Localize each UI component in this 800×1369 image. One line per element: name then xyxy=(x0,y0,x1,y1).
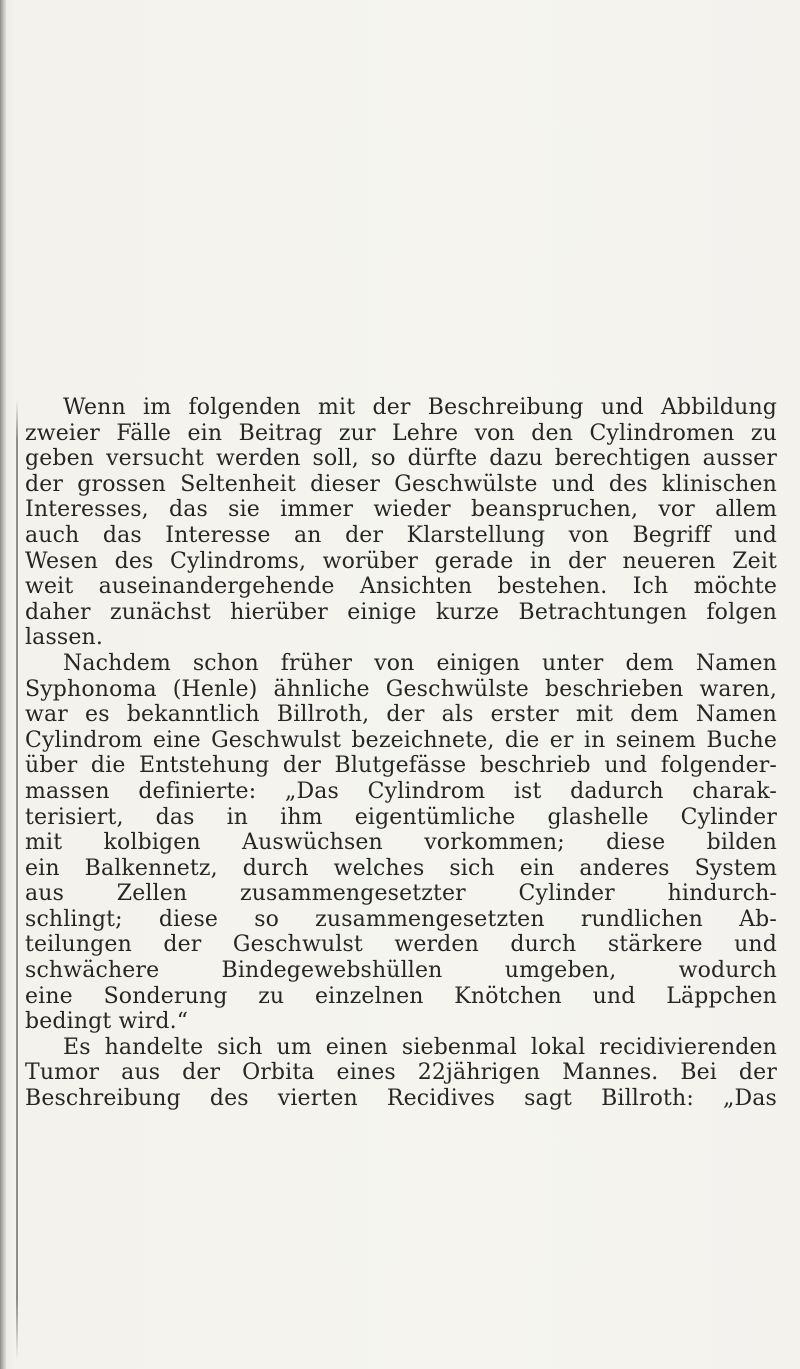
text-line: massen definierte: „Das Cylindrom ist dadurch charak- xyxy=(25,778,777,804)
text-line: geben versucht werden soll, so dürfte dazu berechtigen ausser xyxy=(25,446,777,472)
text-line: auch das Interesse an der Klarstellung von Begriff und xyxy=(25,522,777,548)
text-line: bedingt wird.“ xyxy=(25,1009,189,1035)
text-line: Syphonoma (Henle) ähnliche Geschwülste beschrieben waren, xyxy=(25,676,777,702)
text-line: teilungen der Geschwulst werden durch stärkere und xyxy=(25,932,777,958)
text-line: war es bekanntlich Billroth, der als erster mit dem Namen xyxy=(25,702,777,728)
body-text xyxy=(25,395,777,1112)
text-line: daher zunächst hierüber einige kurze Betrachtungen folgen xyxy=(25,599,777,625)
text-line: lassen. xyxy=(25,625,103,651)
text-line: Wenn im folgenden mit der Beschreibung und Abbildung xyxy=(63,395,777,420)
text-line: eine Sonderung zu einzelnen Knötchen und Läppchen xyxy=(25,983,777,1009)
text-line: Wesen des Cylindroms, worüber gerade in der neueren Zeit xyxy=(25,548,777,574)
text-line: der grossen Seltenheit dieser Geschwülste und des klinischen xyxy=(25,471,777,497)
text-line: Cylindrom eine Geschwulst bezeichnete, die er in seinem Buche xyxy=(25,727,777,753)
text-line: weit auseinandergehende Ansichten bestehen. Ich möchte xyxy=(25,574,777,600)
text-line: über die Entstehung der Blutgefässe beschrieb und folgender- xyxy=(25,753,777,779)
text-line: aus Zellen zusammengesetzter Cylinder hindurch- xyxy=(25,881,777,907)
text-line: ein Balkennetz, durch welches sich ein anderes System xyxy=(25,855,777,881)
text-line: terisiert, das in ihm eigentümliche glashelle Cylinder xyxy=(25,804,777,830)
page-gutter-shadow xyxy=(16,400,18,1360)
text-line: mit kolbigen Auswüchsen vorkommen; diese bilden xyxy=(25,830,777,856)
text-line: Beschreibung des vierten Recidives sagt Billroth: „Das xyxy=(25,1086,777,1112)
text-line: schlingt; diese so zusammengesetzten rundlichen Ab- xyxy=(25,906,777,932)
text-line: Interesses, das sie immer wieder beanspruchen, vor allem xyxy=(25,497,777,523)
text-line: Tumor aus der Orbita eines 22jährigen Mannes. Bei der xyxy=(25,1060,777,1086)
page-binding-edge xyxy=(0,0,6,1369)
text-line: Es handelte sich um einen siebenmal lokal recidivierenden xyxy=(63,1034,777,1060)
text-line: Nachdem schon früher von einigen unter dem Namen xyxy=(63,650,777,676)
text-line: zweier Fälle ein Beitrag zur Lehre von den Cylindromen zu xyxy=(25,420,777,446)
text-line: schwächere Bindegewebshüllen umgeben, wodurch xyxy=(25,958,777,984)
